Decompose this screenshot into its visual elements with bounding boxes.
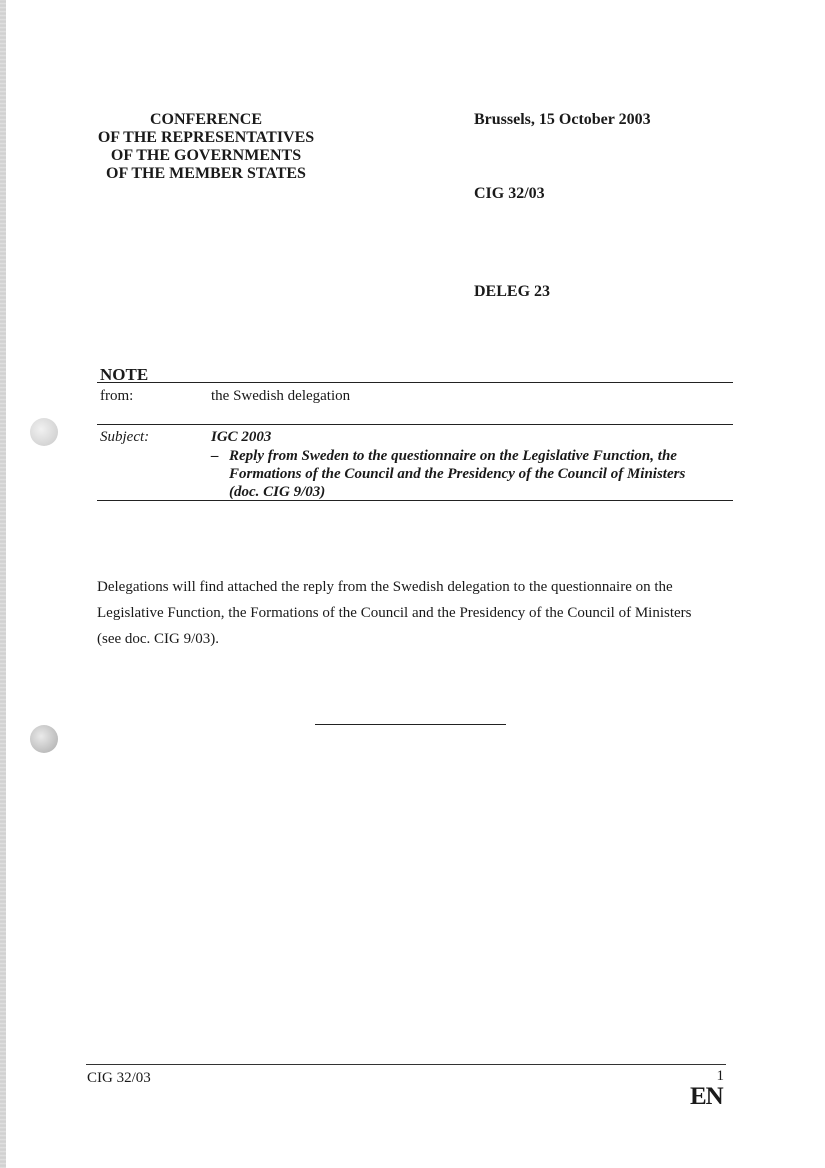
subject-item-line: (doc. CIG 9/03): [229, 484, 326, 500]
language-code: EN: [690, 1083, 723, 1110]
end-of-text-rule: [315, 724, 506, 725]
scan-edge: [0, 0, 6, 1168]
footer-reference: CIG 32/03: [87, 1070, 151, 1086]
subject-item-line: Reply from Sweden to the questionnaire on the Legislative Function, the: [229, 448, 677, 464]
institution-name: [96, 111, 316, 183]
divider: [97, 424, 733, 425]
page-number: 1: [716, 1068, 724, 1084]
subject-item-text: [229, 447, 734, 501]
subject-label: Subject:: [100, 429, 150, 445]
institution-line: OF THE REPRESENTATIVES: [97, 129, 315, 146]
divider: [97, 382, 733, 383]
body-line: (see doc. CIG 9/03).: [97, 631, 220, 647]
body-line: Delegations will find attached the reply from the Swedish delegation to the questionnaire on the: [97, 579, 673, 595]
body-line: Legislative Function, the Formations of the Council and the Presidency of the Council of Ministers: [97, 605, 692, 621]
from-value: the Swedish delegation: [211, 388, 351, 404]
subject-dash: –: [211, 448, 219, 464]
punch-hole-icon: [30, 725, 58, 753]
document-classification: DELEG 23: [474, 283, 551, 300]
institution-line: CONFERENCE: [149, 111, 262, 128]
institution-line: OF THE GOVERNMENTS: [110, 147, 302, 164]
institution-line: OF THE MEMBER STATES: [106, 165, 306, 182]
subject-title: IGC 2003: [211, 429, 272, 445]
divider: [97, 500, 733, 501]
note-type-label: NOTE: [100, 365, 149, 384]
footer-divider: [86, 1064, 726, 1065]
subject-item-line: Formations of the Council and the Presidency of the Council of Ministers: [229, 466, 686, 482]
from-label: from:: [100, 388, 134, 404]
document-date: Brussels, 15 October 2003: [474, 111, 651, 128]
document-number: CIG 32/03: [474, 185, 545, 202]
punch-hole-icon: [30, 418, 58, 446]
body-paragraph: [97, 574, 733, 652]
